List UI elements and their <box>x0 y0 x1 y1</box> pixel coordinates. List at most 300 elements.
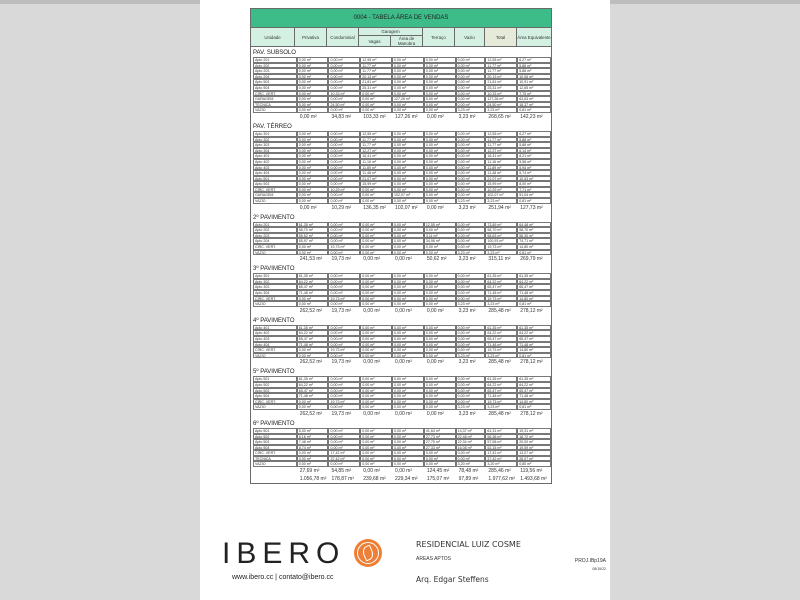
table-cell: 0,00 m² <box>424 290 456 296</box>
table-cell: 0,00 m² <box>392 227 424 233</box>
table-cell: 24,50 m² <box>485 102 517 108</box>
table-cell: Apto 502 <box>253 382 297 388</box>
table-cell: 71,48 m² <box>517 393 551 399</box>
table-cell: VAZIO <box>253 107 297 113</box>
table-cell: 64,22 m² <box>485 279 517 285</box>
table-cell: 64,22 m² <box>517 330 551 336</box>
sheet-subtitle: AREAS APTOS <box>416 556 451 562</box>
table-cell: CIRC. VERT. <box>253 347 297 353</box>
table-cell: 0,00 m² <box>395 307 412 314</box>
subtotal-row <box>253 204 551 212</box>
table-cell: 0,00 m² <box>360 353 392 359</box>
architect-name: Arq. Edgar Steffens <box>416 575 489 584</box>
table-cell: 0,81 m² <box>517 301 551 307</box>
table-cell: 0,00 m² <box>328 192 360 198</box>
table-cell: 0,00 m² <box>392 330 424 336</box>
table-cell: 22,34 m² <box>456 439 486 445</box>
table-cell: 3,23 m² <box>485 353 517 359</box>
table-cell: 5,88 m² <box>517 137 551 143</box>
table-cell: 19,73 m² <box>328 347 360 353</box>
table-cell: Apto 503 <box>253 388 297 394</box>
table-cell: 0,00 m² <box>424 165 456 171</box>
project-code: PROJ.IBp19A <box>574 558 606 564</box>
table-cell: 0,00 m² <box>424 347 456 353</box>
table-cell: 63,63 m² <box>517 96 551 102</box>
table-cell: 71,48 m² <box>297 290 329 296</box>
table-cell: 0,00 m² <box>297 74 329 80</box>
table-cell: 0,00 m² <box>328 137 360 143</box>
table-cell: Apto 302 <box>253 137 297 143</box>
table-cell: 0,00 m² <box>363 410 381 417</box>
table-cell: 0,00 m² <box>328 376 360 382</box>
table-cell: 11,16 m² <box>360 159 392 165</box>
table-cell: 0,00 m² <box>328 170 360 176</box>
table-cell: 0,00 m² <box>424 187 456 193</box>
table-cell: 0,00 m² <box>360 439 392 445</box>
table-cell: 0,00 m² <box>392 142 424 148</box>
table-cell: 0,00 m² <box>424 456 456 462</box>
floor-section <box>251 123 551 212</box>
table-cell: 0,00 m² <box>424 336 456 342</box>
table-cell: 12,55 m² <box>485 131 517 137</box>
table-cell: Apto 201 <box>253 57 297 63</box>
table-cell: 0,00 m² <box>328 342 360 348</box>
header-total: Total <box>485 28 517 46</box>
table-cell: 0,00 m² <box>456 233 486 239</box>
table-cell: 19,73 m² <box>328 296 360 302</box>
table-cell: 0,00 m² <box>456 222 486 228</box>
table-cell: 19,73 m² <box>328 399 360 405</box>
table-cell: 22,48 m² <box>456 434 486 440</box>
table-cell: Apto 502 <box>253 434 297 440</box>
table-cell: 262,52 m² <box>299 359 323 366</box>
leaf-logo-icon <box>354 539 382 567</box>
header-privativa: Privativa <box>295 28 327 46</box>
table-cell: 61,35 m² <box>517 376 551 382</box>
table-cell: 65,47 m² <box>297 284 329 290</box>
table-header <box>251 28 551 47</box>
table-cell: 262,52 m² <box>299 410 323 417</box>
table-cell: 64,22 m² <box>297 330 329 336</box>
table-cell: 65,47 m² <box>297 388 329 394</box>
table-cell: 0,00 m² <box>392 153 424 159</box>
table-cell: 0,00 m² <box>328 222 360 228</box>
table-cell: 0,00 m² <box>426 113 444 120</box>
header-vagas: Vagas <box>359 36 391 46</box>
table-cell: 0,00 m² <box>424 63 456 69</box>
table-cell: 0,00 m² <box>424 279 456 285</box>
table-cell: 27,69 m² <box>299 468 320 475</box>
table-cell: 0,00 m² <box>424 137 456 143</box>
header-unidade: Unidade <box>251 28 295 46</box>
table-cell: 0,00 m² <box>297 250 329 256</box>
table-cell: 0,00 m² <box>456 296 486 302</box>
table-cell: 11,77 m² <box>485 142 517 148</box>
table-cell: 20,13 m² <box>360 74 392 80</box>
table-cell: Apto 202 <box>253 63 297 69</box>
table-cell: 3,23 m² <box>485 107 517 113</box>
table-cell: 239,68 m² <box>363 476 386 483</box>
table-cell: 127,73 m² <box>520 204 543 211</box>
table-cell: 0,00 m² <box>424 330 456 336</box>
table-cell: 0,00 m² <box>328 176 360 182</box>
project-date: 08/15/22 <box>592 567 606 571</box>
table-cell: 0,00 m² <box>360 290 392 296</box>
table-cell: 3,23 m² <box>458 204 476 211</box>
table-cell: 0,00 m² <box>328 336 360 342</box>
table-cell: 0,00 m² <box>424 96 456 102</box>
table-cell: 0,00 m² <box>424 91 456 97</box>
table-cell: 0,00 m² <box>392 165 424 171</box>
floor-title: 4º PAVIMENTO <box>253 317 295 324</box>
table-cell: 102,07 m² <box>485 192 517 198</box>
subtotal-row <box>253 113 551 121</box>
table-cell: 65,47 m² <box>517 284 551 290</box>
table-cell: CIRC. VERT. <box>253 296 297 302</box>
table-cell: 0,00 m² <box>424 404 456 410</box>
table-cell: 0,00 m² <box>392 461 424 467</box>
table-cell: 0,00 m² <box>360 91 392 97</box>
table-cell: CIRC. VERT. <box>253 450 297 456</box>
table-cell: 10,91 m² <box>517 79 551 85</box>
table-cell: 0,00 m² <box>424 74 456 80</box>
table-cell: 0,00 m² <box>392 325 424 331</box>
table-cell: 178,87 m² <box>331 476 354 483</box>
table-cell: Apto 202 <box>253 227 297 233</box>
table-cell: 0,00 m² <box>328 404 360 410</box>
table-cell: 8,74 m² <box>297 445 329 451</box>
table-cell: 21,07 m² <box>485 176 517 182</box>
table-cell: 18,37 m² <box>517 102 551 108</box>
table-cell: 0,00 m² <box>424 57 456 63</box>
header-garagem: Garagem <box>359 28 422 36</box>
table-cell: 7,75 m² <box>517 91 551 97</box>
table-cell: 0,00 m² <box>297 244 329 250</box>
table-cell: 15,99 m² <box>360 181 392 187</box>
table-cell: 0,00 m² <box>297 301 329 307</box>
table-cell: 3,23 m² <box>456 198 486 204</box>
table-cell: 56,30 m² <box>517 233 551 239</box>
table-cell: 278,12 m² <box>520 359 543 366</box>
table-cell: 0,00 m² <box>360 330 392 336</box>
table-cell: 0,00 m² <box>395 256 412 263</box>
table-cell: 0,00 m² <box>424 393 456 399</box>
table-cell: 51,04 m² <box>517 192 551 198</box>
table-cell: 127,26 m² <box>485 96 517 102</box>
table-cell: 0,00 m² <box>360 393 392 399</box>
table-cell: 64,22 m² <box>485 330 517 336</box>
table-cell: 0,00 m² <box>360 301 392 307</box>
table-cell: 65,47 m² <box>517 388 551 394</box>
table-cell: 0,00 m² <box>328 74 360 80</box>
table-cell: 16,41 m² <box>360 153 392 159</box>
table-cell: 0,00 m² <box>392 79 424 85</box>
table-cell: 0,00 m² <box>424 376 456 382</box>
table-cell: 0,00 m² <box>297 57 329 63</box>
table-cell: 19,73 m² <box>331 307 352 314</box>
table-cell: 0,00 m² <box>392 137 424 143</box>
table-cell: Apto 501 <box>253 428 297 434</box>
table-cell: 0,00 m² <box>456 131 486 137</box>
table-cell: 0,00 m² <box>360 428 392 434</box>
table-cell: 0,00 m² <box>392 181 424 187</box>
table-cell: 0,00 m² <box>456 165 486 171</box>
table-cell: 0,00 m² <box>360 399 392 405</box>
table-cell: 0,00 m² <box>395 468 412 475</box>
table-cell: 0,00 m² <box>424 273 456 279</box>
table-cell: 0,00 m² <box>360 347 392 353</box>
table-cell: 0,00 m² <box>392 222 424 228</box>
table-cell: 11,77 m² <box>360 68 392 74</box>
table-cell: 20,00 m² <box>517 439 551 445</box>
table-cell: Apto 401 <box>253 325 297 331</box>
table-cell: 78,48 m² <box>458 468 479 475</box>
table-cell: 0,00 m² <box>392 250 424 256</box>
table-cell: 0,00 m² <box>360 461 392 467</box>
table-cell: 71,48 m² <box>517 290 551 296</box>
table-cell: 0,00 m² <box>456 450 486 456</box>
floor-section <box>251 317 551 367</box>
floor-title: 6º PAVIMENTO <box>253 420 295 427</box>
table-cell: 3,23 m² <box>458 359 476 366</box>
table-cell <box>253 475 297 483</box>
table-cell: 0,00 m² <box>424 342 456 348</box>
table-cell <box>253 255 297 263</box>
table-cell: 64,22 m² <box>485 382 517 388</box>
table-cell: 0,81 m² <box>517 353 551 359</box>
table-cell: 58,63 m² <box>485 233 517 239</box>
table-cell: Apto 203 <box>253 233 297 239</box>
table-cell: 58,70 m² <box>297 227 329 233</box>
table-cell: 0,00 m² <box>328 68 360 74</box>
table-cell: 3,23 m² <box>485 198 517 204</box>
contact-info: www.ibero.cc | contato@ibero.cc <box>232 574 334 581</box>
table-cell: 61,35 m² <box>297 222 329 228</box>
table-cell: 0,00 m² <box>360 388 392 394</box>
floor-title: 5º PAVIMENTO <box>253 369 295 376</box>
table-cell: 0,00 m² <box>392 336 424 342</box>
table-cell: 19,31 m² <box>517 428 551 434</box>
table-cell: 19,73 m² <box>328 244 360 250</box>
table-cell: 0,00 m² <box>297 137 329 143</box>
table-cell: 0,00 m² <box>328 439 360 445</box>
table-cell: 0,00 m² <box>424 102 456 108</box>
table-cell: 1.977,62 m² <box>488 476 516 483</box>
table-cell: 5,88 m² <box>517 142 551 148</box>
table-cell: 58,70 m² <box>517 227 551 233</box>
table-cell: 58,70 m² <box>485 227 517 233</box>
table-cell: 0,00 m² <box>328 279 360 285</box>
table-cell: 0,00 m² <box>328 434 360 440</box>
table-cell: 0,00 m² <box>392 284 424 290</box>
table-cell: 0,00 m² <box>456 273 486 279</box>
table-cell: 11,77 m² <box>360 63 392 69</box>
table-cell: 0,00 m² <box>297 296 329 302</box>
ibero-logo-text: IBERO <box>222 537 346 570</box>
table-cell: TÉCNICA <box>253 102 297 108</box>
table-cell: 12,27 m² <box>485 148 517 154</box>
table-cell: 0,00 m² <box>360 404 392 410</box>
table-cell: 0,00 m² <box>360 376 392 382</box>
table-cell: 285,48 m² <box>488 359 511 366</box>
table-cell: 0,00 m² <box>360 382 392 388</box>
table-cell: 41,64 m² <box>424 428 456 434</box>
table-cell: 0,00 m² <box>360 250 392 256</box>
table-cell: Apto 403 <box>253 165 297 171</box>
table-cell: CIRC. VERT. <box>253 399 297 405</box>
title-block <box>200 530 610 600</box>
table-cell <box>253 467 297 475</box>
table-cell: Apto 303 <box>253 284 297 290</box>
table-cell: 0,00 m² <box>424 181 456 187</box>
table-cell: 0,00 m² <box>328 227 360 233</box>
table-cell: 0,00 m² <box>392 434 424 440</box>
table-cell: 0,00 m² <box>424 244 456 250</box>
table-cell: 0,00 m² <box>297 181 329 187</box>
table-cell: 0,00 m² <box>360 192 392 198</box>
table-cell: 0,00 m² <box>360 96 392 102</box>
table-cell: 3,23 m² <box>458 410 476 417</box>
table-cell: 0,00 m² <box>392 170 424 176</box>
table-cell: VAZIO <box>253 461 297 467</box>
table-cell: 17,42 m² <box>485 450 517 456</box>
table-cell: 0,00 m² <box>456 456 486 462</box>
table-cell: 0,00 m² <box>328 107 360 113</box>
table-cell: 3,23 m² <box>456 250 486 256</box>
table-cell: 3,23 m² <box>456 301 486 307</box>
table-cell: 0,00 m² <box>328 428 360 434</box>
table-cell: 0,00 m² <box>360 238 392 244</box>
table-cell: 0,00 m² <box>360 187 392 193</box>
table-cell: 3,23 m² <box>458 307 476 314</box>
table-cell: 19,73 m² <box>331 256 352 263</box>
table-cell: Apto 402 <box>253 330 297 336</box>
table-cell: 3,23 m² <box>485 250 517 256</box>
table-cell: 10,33 m² <box>485 91 517 97</box>
table-cell: 0,00 m² <box>297 399 329 405</box>
table-cell: 142,23 m² <box>520 113 543 120</box>
table-cell: 0,00 m² <box>297 142 329 148</box>
table-cell: 0,00 m² <box>392 91 424 97</box>
table-cell: 0,00 m² <box>297 68 329 74</box>
table-cell: 56,38 m² <box>485 434 517 440</box>
table-cell: 11,77 m² <box>485 68 517 74</box>
table-cell: 0,00 m² <box>424 148 456 154</box>
table-cell: 0,00 m² <box>426 359 444 366</box>
table-cell: 5,74 m² <box>517 170 551 176</box>
table-cell: 71,48 m² <box>485 342 517 348</box>
table-cell: 10,29 m² <box>328 187 360 193</box>
table-cell: 0,00 m² <box>297 107 329 113</box>
table-cell <box>253 204 297 212</box>
table-cell: 285,48 m² <box>488 307 511 314</box>
table-cell: 27,73 m² <box>424 434 456 440</box>
table-cell: 0,00 m² <box>456 376 486 382</box>
table-cell: 0,00 m² <box>424 153 456 159</box>
table-cell: 0,00 m² <box>424 198 456 204</box>
table-cell: 0,00 m² <box>297 63 329 69</box>
table-cell: 0,00 m² <box>328 273 360 279</box>
table-cell: 0,00 m² <box>297 347 329 353</box>
table-cell: 12,55 m² <box>360 131 392 137</box>
table-cell: 0,00 m² <box>328 238 360 244</box>
table-cell: 0,00 m² <box>297 187 329 193</box>
table-cell: 0,00 m² <box>456 57 486 63</box>
table-cell: 0,00 m² <box>392 445 424 451</box>
table-cell: 0,81 m² <box>517 404 551 410</box>
table-cell: Apto 203 <box>253 68 297 74</box>
table-cell: 0,00 m² <box>456 238 486 244</box>
table-cell: 3,23 m² <box>456 107 486 113</box>
table-cell: 0,00 m² <box>456 388 486 394</box>
table-cell: 102,07 m² <box>392 192 424 198</box>
table-cell: 71,48 m² <box>297 393 329 399</box>
table-cell: 0,00 m² <box>328 233 360 239</box>
table-cell: 71,48 m² <box>485 393 517 399</box>
table-cell: 1.056,78 m² <box>299 476 327 483</box>
table-cell: 0,00 m² <box>456 227 486 233</box>
table-cell: 19,73 m² <box>331 359 352 366</box>
floor-section <box>251 265 551 315</box>
table-cell: 0,00 m² <box>360 284 392 290</box>
table-cell: 0,00 m² <box>456 347 486 353</box>
table-cell: 0,00 m² <box>328 181 360 187</box>
table-cell: 0,00 m² <box>392 102 424 108</box>
table-cell: 64,22 m² <box>297 382 329 388</box>
table-cell: 0,00 m² <box>360 445 392 451</box>
table-cell: 34,83 m² <box>331 113 352 120</box>
table-cell: 0,00 m² <box>328 153 360 159</box>
table-cell: 18,72 m² <box>517 434 551 440</box>
table-cell: 37,42 m² <box>485 456 517 462</box>
header-area-equivalente: Área Equivalente <box>517 34 551 40</box>
grand-total-row <box>253 475 551 483</box>
table-cell: 16,08 m² <box>456 445 486 451</box>
table-cell: 0,00 m² <box>424 176 456 182</box>
table-cell: 11,89 m² <box>360 165 392 171</box>
floor-title: PAV. SUBSOLO <box>253 50 296 56</box>
table-cell: 285,46 m² <box>488 468 511 475</box>
table-cell: 61,35 m² <box>297 325 329 331</box>
table-cell: 0,00 m² <box>328 159 360 165</box>
table-cell: 0,80 m² <box>517 461 551 467</box>
table-cell: 25,31 m² <box>360 85 392 91</box>
table-cell: 7,48 m² <box>297 439 329 445</box>
table-cell: 24,50 m² <box>328 102 360 108</box>
table-cell: Apto 403 <box>253 336 297 342</box>
table-cell: 0,00 m² <box>456 85 486 91</box>
table-cell: 0,00 m² <box>360 456 392 462</box>
table-cell: Apto 304 <box>253 290 297 296</box>
table-cell: 0,00 m² <box>424 68 456 74</box>
table-cell: 54,85 m² <box>331 468 352 475</box>
table-cell: 19,73 m² <box>485 399 517 405</box>
table-cell: 11,77 m² <box>485 137 517 143</box>
table-cell: 0,00 m² <box>392 393 424 399</box>
table-cell: 0,00 m² <box>456 91 486 97</box>
table-cell: Apto 504 <box>253 85 297 91</box>
table-body <box>251 49 551 483</box>
table-cell: 50,62 m² <box>426 256 447 263</box>
table-cell: 0,00 m² <box>299 113 317 120</box>
floor-section <box>251 49 551 121</box>
table-cell: 0,00 m² <box>328 85 360 91</box>
table-cell: GARAGEM <box>253 192 297 198</box>
table-cell: 0,00 m² <box>360 233 392 239</box>
table-cell: 0,00 m² <box>297 91 329 97</box>
table-cell: 0,00 m² <box>360 279 392 285</box>
table-cell: 0,00 m² <box>456 74 486 80</box>
